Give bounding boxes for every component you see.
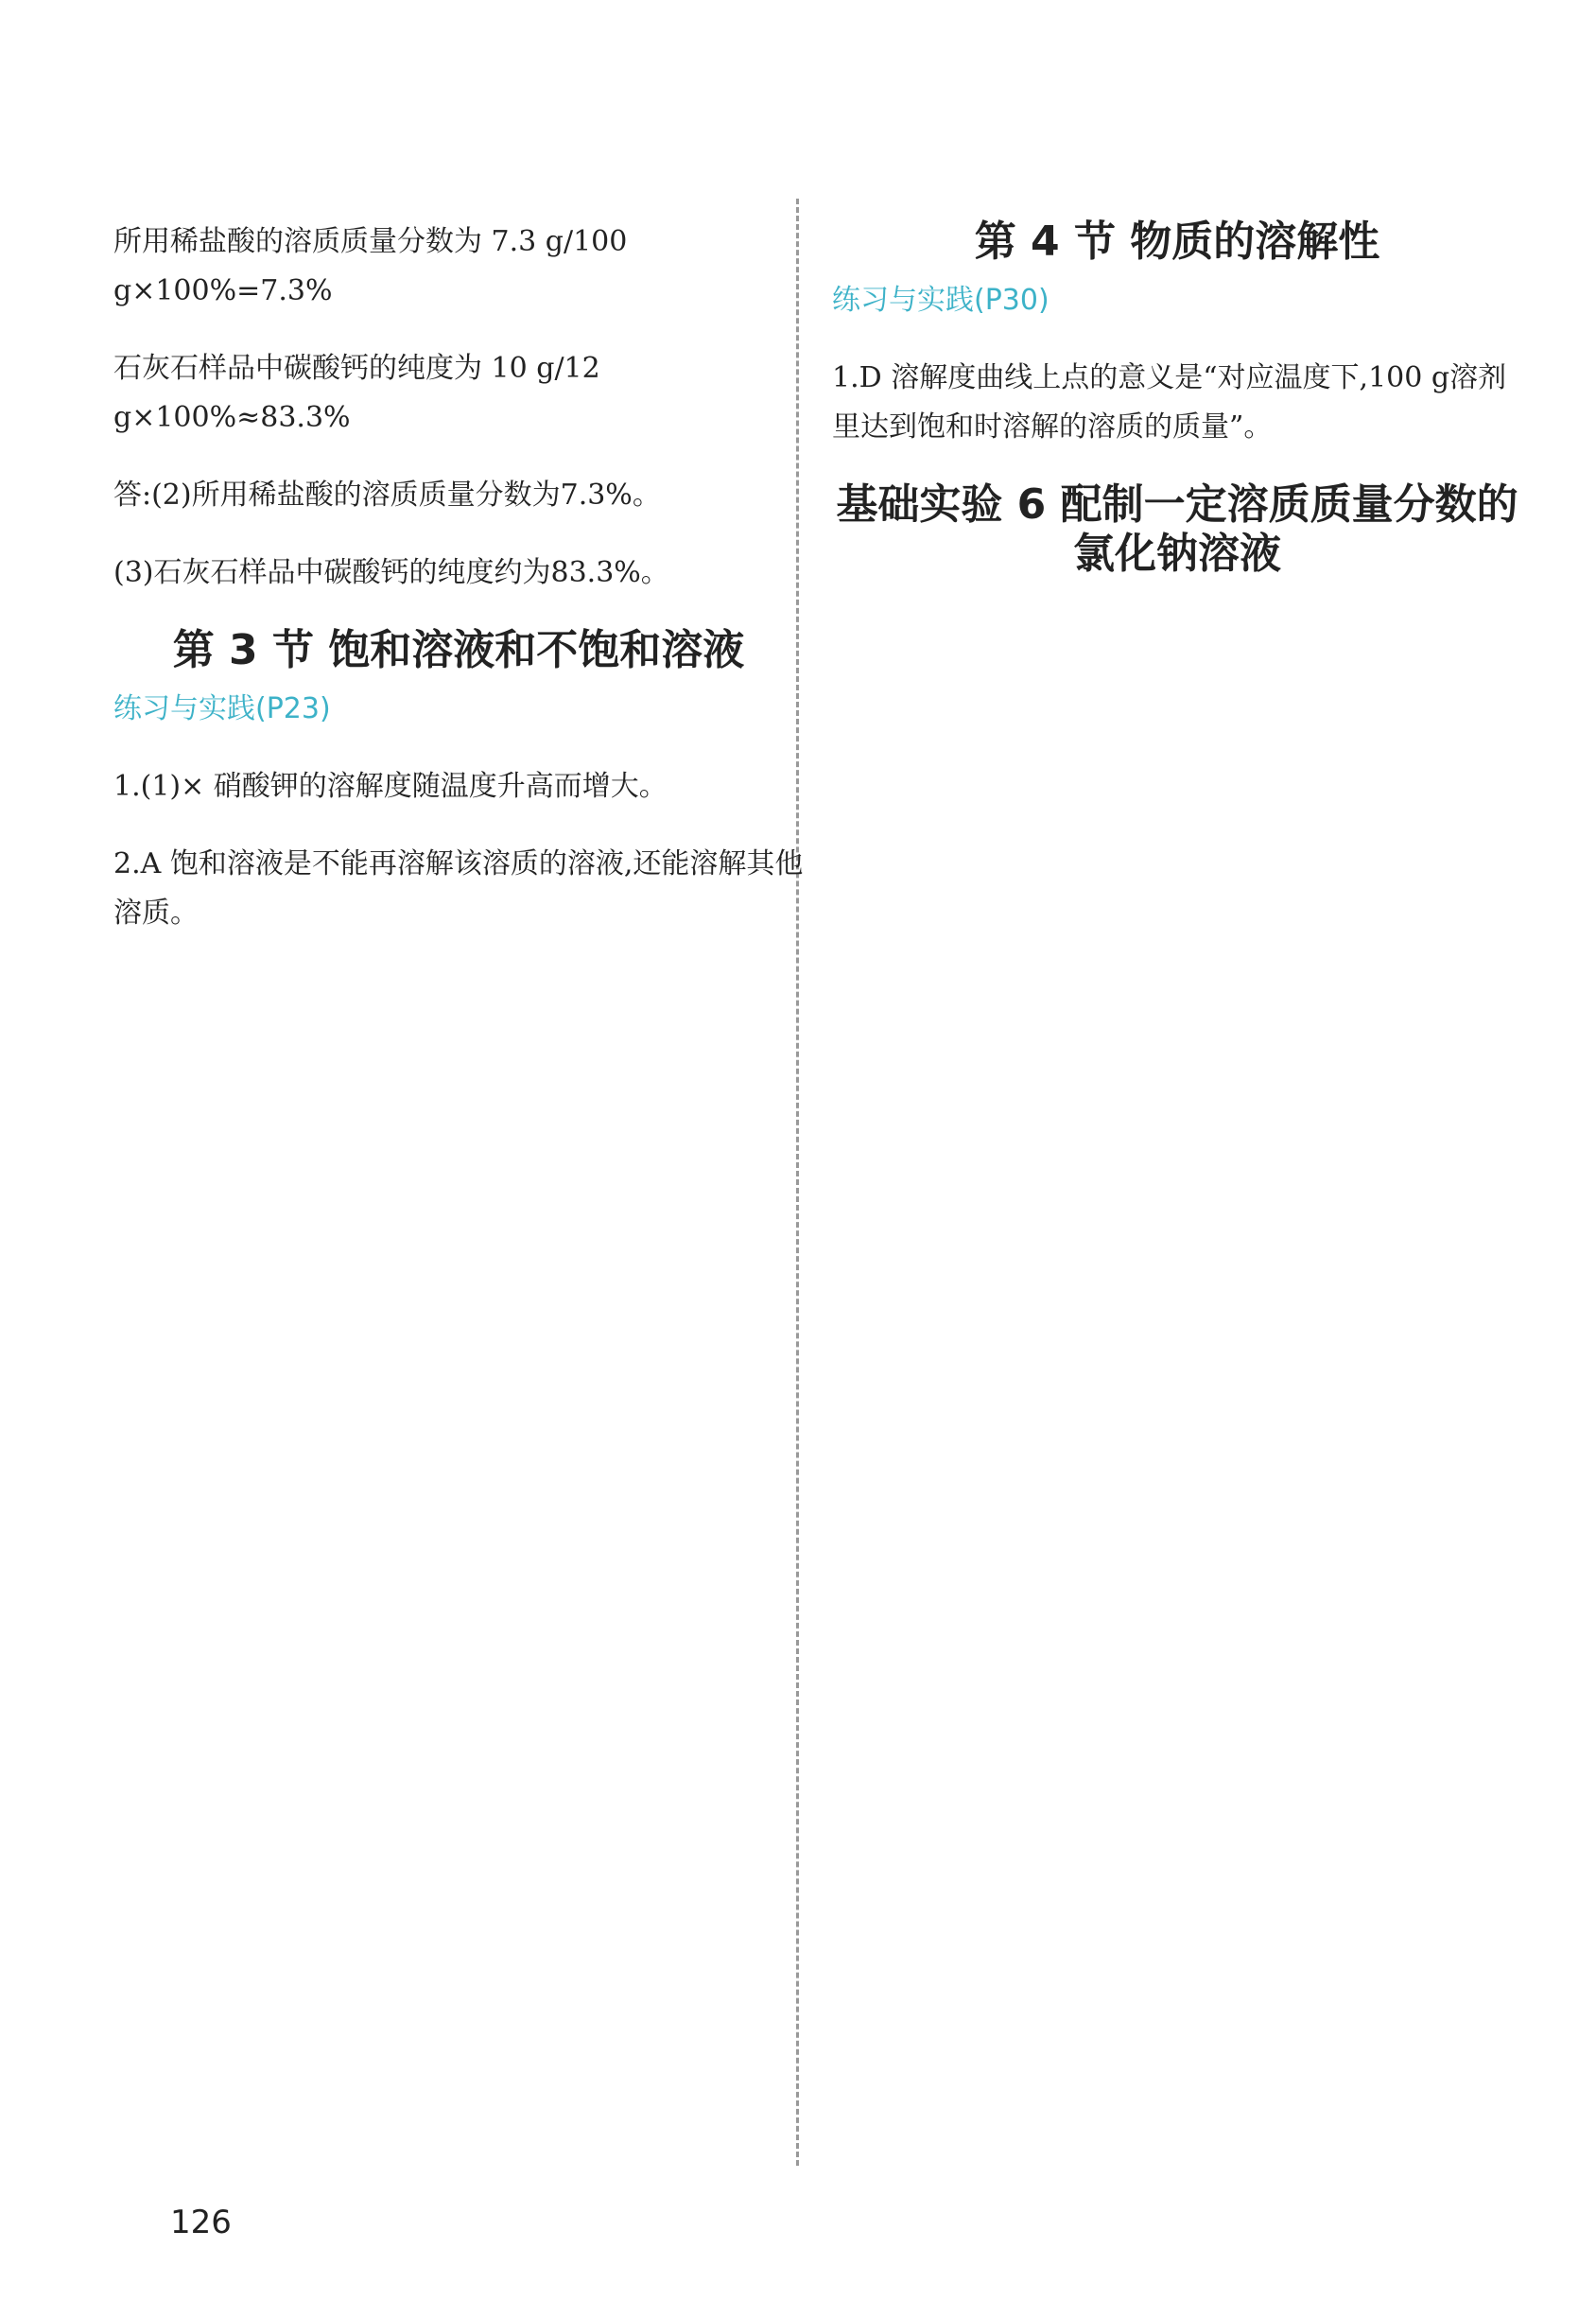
question: 2.A 饱和溶液是不能再溶解该溶质的溶液,还能溶解其他溶质。	[113, 847, 804, 930]
answer-line: (3)石灰石样品中碳酸钙的纯度约为83.3%。	[113, 556, 669, 589]
question: 1.D 溶解度曲线上点的意义是“对应温度下,100 g溶剂里达到饱和时溶解的溶质的质量”。	[832, 361, 1507, 444]
section-title: 第 3 节 饱和溶液和不饱和溶液	[172, 626, 745, 674]
section-title: 第 4 节 物质的溶解性	[974, 218, 1380, 266]
question: 1.(1)× 硝酸钾的溶解度随温度升高而增大。	[113, 770, 668, 803]
subsection: 练习与实践(P23)	[113, 692, 331, 725]
page-number: 126	[170, 2204, 232, 2241]
calc-line: 石灰石样品中碳酸钙的纯度为 10 g/12 g×100%≈83.3%	[113, 352, 600, 434]
answer-line: 答:(2)所用稀盐酸的溶质质量分数为7.3%。	[113, 479, 661, 512]
calc-line: 所用稀盐酸的溶质质量分数为 7.3 g/100 g×100%=7.3%	[113, 225, 628, 307]
section-title: 基础实验 6 配制一定溶质质量分数的氯化钠溶液	[836, 480, 1518, 578]
left-column	[113, 189, 804, 967]
subsection: 练习与实践(P30)	[832, 284, 1050, 317]
right-column	[832, 189, 1522, 588]
